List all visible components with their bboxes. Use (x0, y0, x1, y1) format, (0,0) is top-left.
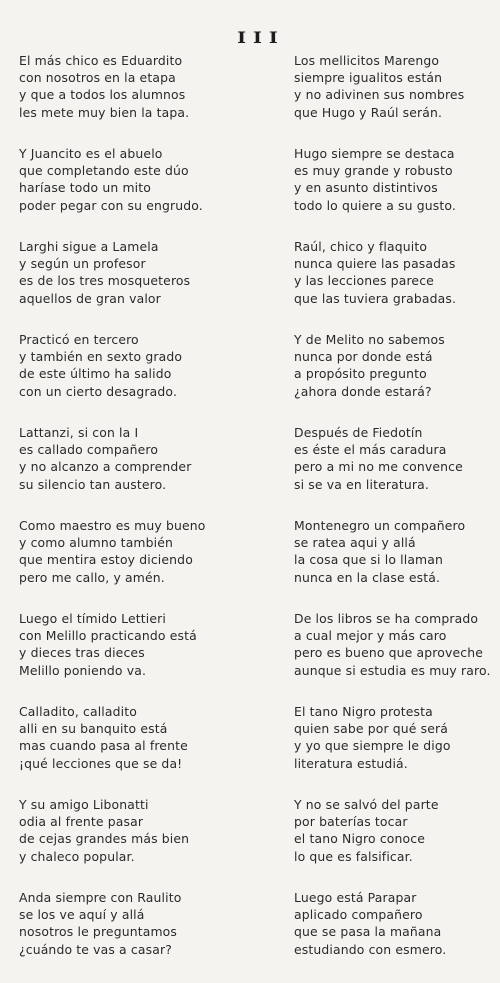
stanza (294, 610, 494, 703)
verse-line: Y de Melito no sabemos (294, 332, 445, 347)
verse-line: y chaleco popular. (19, 848, 135, 864)
verse-line: mas cuando pasa al frente (19, 738, 188, 754)
verse-line: Hugo siempre se destaca (294, 146, 455, 161)
verse-line: Lattanzi, si con la I (19, 425, 139, 440)
verse-line: a cual mejor y más caro (294, 628, 447, 644)
stanza (294, 796, 494, 889)
verse-line: con Melillo practicando está (19, 628, 197, 644)
verse-line: literatura estudiá. (294, 755, 408, 771)
verse-line: y según un profesor (19, 256, 146, 272)
verse-line: Anda siempre con Raulito (19, 890, 182, 905)
stanza (294, 145, 494, 238)
stanza (19, 331, 269, 424)
verse-line: les mete muy bien la tapa. (19, 104, 190, 120)
verse-line: pero me callo, y amén. (19, 569, 165, 585)
verse-line: Como maestro es muy bueno (19, 518, 206, 533)
stanza (19, 703, 269, 796)
verse-line: Después de Fiedotín (294, 425, 423, 440)
verse-line: todo lo quiere a su gusto. (294, 197, 456, 213)
right-column (294, 52, 494, 982)
verse-line: y como alumno también (19, 535, 174, 551)
verse-line: Raúl, chico y flaquito (294, 239, 428, 254)
verse-line: y no alcanzo a comprender (19, 459, 192, 475)
verse-line: que Hugo y Raúl serán. (294, 104, 443, 120)
stanza (19, 796, 269, 889)
verse-line: ¡qué lecciones que se da! (19, 755, 183, 771)
verse-line: el tano Nigro conoce (294, 831, 426, 847)
verse-line: y las lecciones parece (294, 273, 434, 289)
left-column (19, 52, 269, 982)
verse-line: ¿cuándo te vas a casar? (19, 941, 172, 957)
stanza (19, 52, 269, 145)
verse-line: por baterías tocar (294, 814, 408, 830)
verse-line: Calladito, calladito (19, 704, 137, 719)
verse-line: nosotros le preguntamos (19, 924, 178, 940)
verse-line: de cejas grandes más bien (19, 831, 190, 847)
verse-line: odia al frente pasar (19, 814, 144, 830)
verse-line: que completando este dúo (19, 163, 189, 179)
stanza (19, 238, 269, 331)
verse-line: Practicó en tercero (19, 332, 139, 347)
verse-line: pero es bueno que aproveche (294, 645, 483, 661)
stanza (19, 424, 269, 517)
verse-line: la cosa que si lo llaman (294, 552, 444, 568)
verse-line: si se va en literatura. (294, 476, 429, 492)
verse-line: a propósito pregunto (294, 366, 427, 382)
verse-line: que mentira estoy diciendo (19, 552, 193, 568)
verse-line: alli en su banquito está (19, 721, 168, 737)
verse-line: ¿ahora donde estará? (294, 383, 432, 399)
verse-line: poder pegar con su engrudo. (19, 197, 203, 213)
verse-line: nunca en la clase está. (294, 569, 441, 585)
verse-line: El más chico es Eduardito (19, 53, 183, 68)
verse-line: quien sabe por qué será (294, 721, 449, 737)
stanza (294, 331, 494, 424)
verse-line: Los mellicitos Marengo (294, 53, 440, 68)
verse-line: y yo que siempre le digo (294, 738, 451, 754)
verse-line: De los libros se ha comprado (294, 611, 479, 626)
verse-line: pero a mi no me convence (294, 459, 463, 475)
verse-line: y no adivinen sus nombres (294, 87, 465, 103)
stanza (19, 889, 269, 982)
verse-line: su silencio tan austero. (19, 476, 167, 492)
verse-line: El tano Nigro protesta (294, 704, 433, 719)
verse-line: con nosotros en la etapa (19, 70, 176, 86)
stanza (294, 703, 494, 796)
verse-line: Melillo poniendo va. (19, 662, 147, 678)
verse-line: es muy grande y robusto (294, 163, 453, 179)
verse-line: y también en sexto grado (19, 349, 183, 365)
roman-numeral-heading: III (237, 28, 285, 48)
verse-line: Larghi sigue a Lamela (19, 239, 159, 254)
stanza (19, 610, 269, 703)
verse-line: Y su amigo Libonatti (19, 797, 149, 812)
verse-line: Montenegro un compañero (294, 518, 466, 533)
verse-line: es callado compañero (19, 442, 159, 458)
verse-line: aplicado compañero (294, 907, 423, 923)
stanza (294, 52, 494, 145)
verse-line: Luego está Parapar (294, 890, 417, 905)
stanza (294, 424, 494, 517)
verse-line: y dieces tras dieces (19, 645, 145, 661)
stanza (294, 517, 494, 610)
stanza (294, 889, 494, 982)
verse-line: Y Juancito es el abuelo (19, 146, 163, 161)
verse-line: haríase todo un mito (19, 180, 152, 196)
verse-line: es de los tres mosqueteros (19, 273, 191, 289)
verse-line: aquellos de gran valor (19, 290, 161, 306)
verse-line: nunca quiere las pasadas (294, 256, 456, 272)
verse-line: con un cierto desagrado. (19, 383, 178, 399)
verse-line: Y no se salvó del parte (294, 797, 439, 812)
verse-line: lo que es falsificar. (294, 848, 413, 864)
verse-line: que se pasa la mañana (294, 924, 442, 940)
verse-line: se los ve aquí y allá (19, 907, 145, 923)
verse-line: de este último ha salido (19, 366, 172, 382)
verse-line: y que a todos los alumnos (19, 87, 186, 103)
verse-line: siempre igualitos están (294, 70, 443, 86)
stanza (294, 238, 494, 331)
stanza (19, 517, 269, 610)
verse-line: que las tuviera grabadas. (294, 290, 457, 306)
verse-line: Luego el tímido Lettieri (19, 611, 166, 626)
section-heading (0, 27, 500, 49)
verse-line: y en asunto distintivos (294, 180, 438, 196)
verse-line: se ratea aqui y allá (294, 535, 416, 551)
verse-line: nunca por donde está (294, 349, 433, 365)
verse-line: aunque si estudia es muy raro. (294, 662, 491, 678)
verse-line: es éste el más caradura (294, 442, 447, 458)
verse-line: estudiando con esmero. (294, 941, 447, 957)
stanza (19, 145, 269, 238)
